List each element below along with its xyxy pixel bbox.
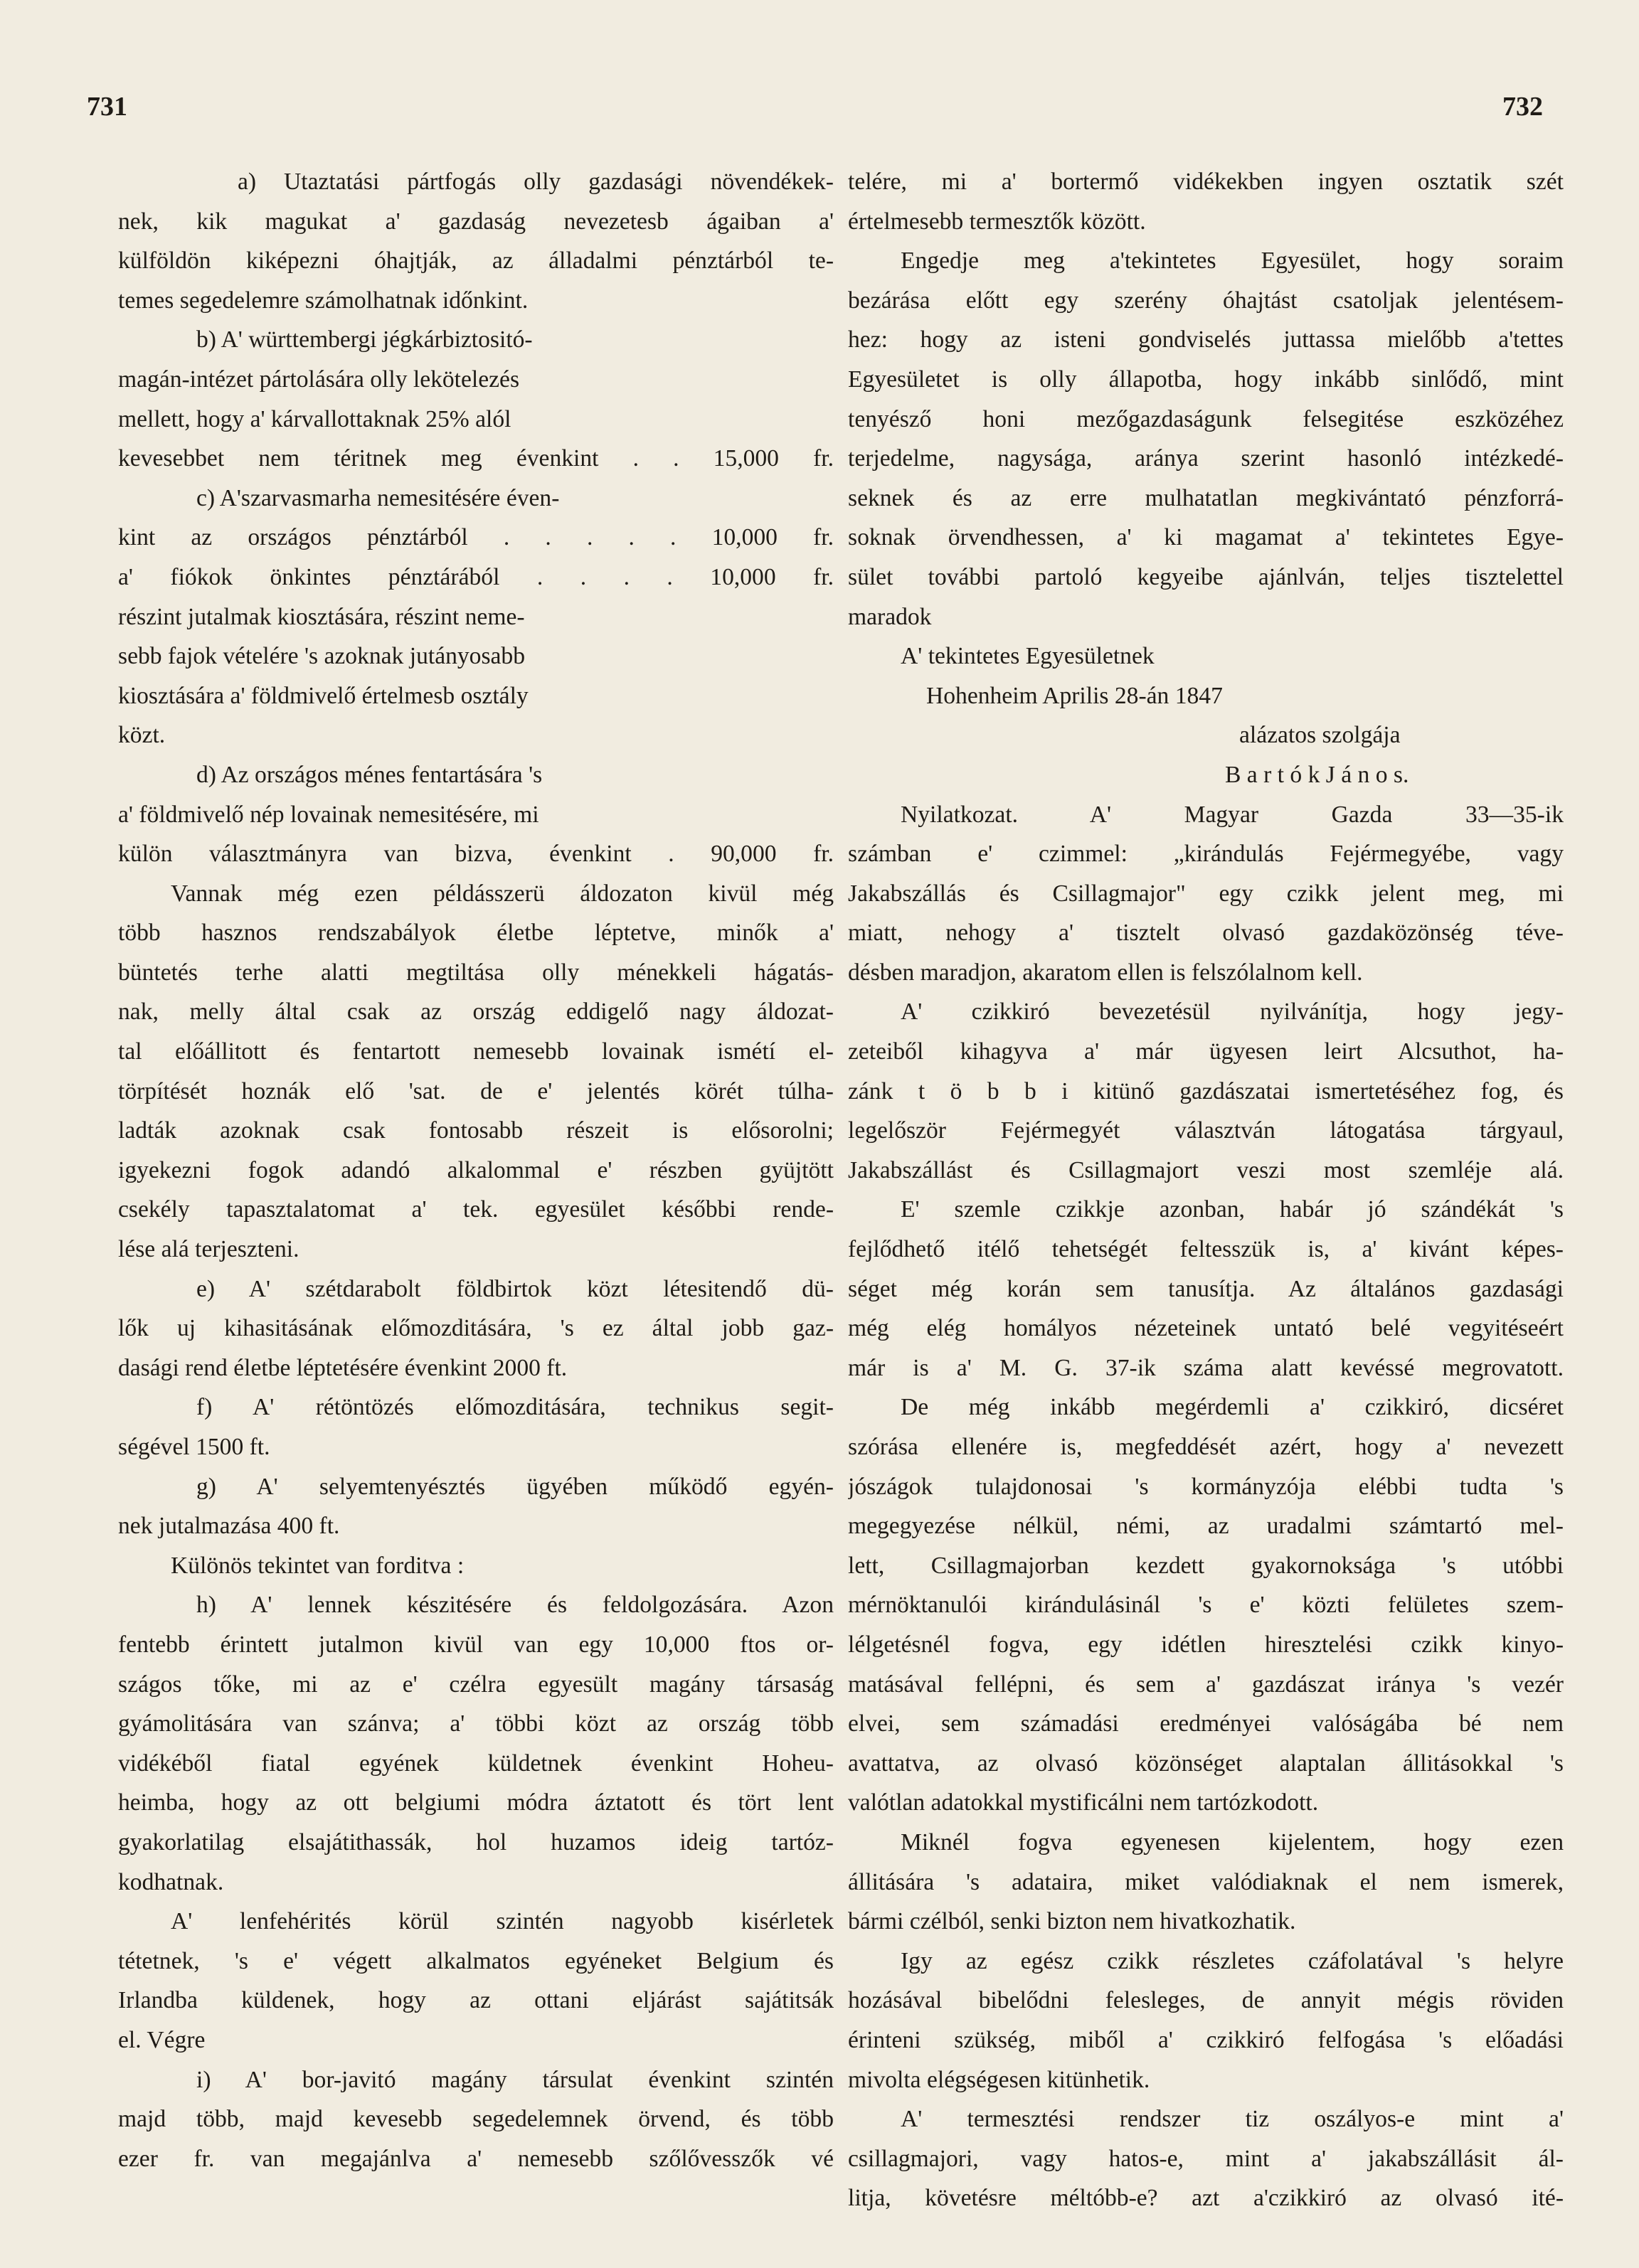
text-line: heimba, hogy az ott belgiumi módra áztatott és tört lent — [118, 1789, 834, 1816]
text-line: kodhatnak. — [118, 1868, 224, 1895]
text-line: c) A'szarvasmarha nemesitésére éven- — [196, 484, 560, 511]
text-line: külön választmányra van bizva, évenkint . 90,000 fr. — [118, 841, 834, 868]
text-line: nek jutalmazása 400 ft. — [118, 1513, 340, 1540]
text-line: kevesebbet nem téritnek meg évenkint . . 15,000 fr. — [118, 445, 834, 472]
text-line: Egyesületet is olly állapotba, hogy inkább sinlődő, mint — [848, 366, 1564, 393]
text-line: A' lenfehérités körül szintén nagyobb kisérletek — [171, 1908, 834, 1935]
text-line: A' czikkiró bevezetésül nyilvánítja, hogy jegy- — [901, 999, 1564, 1026]
text-line: ladták azoknak csak fontosabb részeit is elősorolni; — [118, 1117, 834, 1144]
text-line: tenyésző honi mezőgazdaságunk felsegitése eszközéhez — [848, 405, 1564, 432]
text-line: hozásával bibelődni felesleges, de annyit mégis röviden — [848, 1987, 1564, 2014]
text-line: tal előállitott és fentartott nemesebb lovainak ismétí el- — [118, 1038, 834, 1065]
text-line: soknak örvendhessen, a' ki magamat a' tekintetes Egye- — [848, 524, 1564, 551]
text-line: kiosztására a' földmivelő értelmesb osztály — [118, 682, 529, 709]
text-line: vidékéből fiatal egyének küldetnek évenkint Hoheu- — [118, 1750, 834, 1777]
text-line: állitására 's adataira, miket valódiaknak el nem ismerek, — [848, 1868, 1564, 1895]
text-line: nek, kik magukat a' gazdaság nevezetesb ágaiban a' — [118, 208, 834, 235]
text-line: Jakabszállás és Csillagmajor" egy czikk jelent meg, mi — [848, 880, 1564, 907]
text-line: csillagmajori, vagy hatos-e, mint a' jakabszállásit ál- — [848, 2145, 1564, 2172]
text-line: gyakorlatilag elsajátithassák, hol huzamos ideig tartóz- — [118, 1828, 834, 1856]
text-line: törpítését hoznák elő 'sat. de e' jelentés körét túlha- — [118, 1077, 834, 1104]
text-line: lők uj kihasitásának előmozditására, 's ez által jobb gaz- — [118, 1315, 834, 1342]
text-line: bezárása előtt egy szerény óhajtást csatoljak jelentésem- — [848, 287, 1564, 314]
text-line: b) A' württembergi jégkárbiztositó- — [196, 326, 533, 353]
text-line: értelmesebb termesztők között. — [848, 208, 1146, 235]
text-line: Engedje meg a'tekintetes Egyesület, hogy soraim — [901, 247, 1564, 275]
text-line: miatt, nehogy a' tisztelt olvasó gazdaközönség téve- — [848, 920, 1564, 947]
text-line: e) A' szétdarabolt földbirtok közt létesitendő dü- — [196, 1275, 834, 1302]
text-line: h) A' lennek készitésére és feldolgozására. Azon — [196, 1592, 834, 1619]
left-column — [118, 162, 834, 2178]
text-line: Vannak még ezen példásszerü áldozaton kivül még — [171, 880, 834, 907]
text-line: Hohenheim Aprilis 28-án 1847 — [926, 682, 1223, 709]
text-line: mivolta elégségesen kitünhetik. — [848, 2066, 1150, 2093]
text-line: Nyilatkozat. A' Magyar Gazda 33—35-ik — [901, 801, 1564, 828]
text-line: fentebb érintett jutalmon kivül van egy 10,000 ftos or- — [118, 1631, 834, 1658]
text-line: szágos tőke, mi az e' czélra egyesült magány társaság — [118, 1671, 834, 1698]
text-line: ezer fr. van megajánlva a' nemesebb szőlővesszők vé — [118, 2145, 834, 2172]
text-line: több hasznos rendszabályok életbe léptetve, minők a' — [118, 920, 834, 947]
text-line: Jakabszállást és Csillagmajort veszi most szemléje alá. — [848, 1156, 1564, 1183]
text-line: zeteiből kihagyva a' már ügyesen leirt Alcsuthot, ha- — [848, 1038, 1564, 1065]
text-line: zánk t ö b b i kitünő gazdászatai ismertetéséhez fog, és — [848, 1077, 1564, 1104]
text-line: ségével 1500 ft. — [118, 1434, 270, 1460]
text-line: séget még korán sem tanusítja. Az általános gazdasági — [848, 1275, 1564, 1302]
text-line: i) A' bor-javitó magány társulat évenkint szintén — [196, 2066, 834, 2093]
text-line: a' fiókok önkintes pénztárából . . . . 10,000 fr. — [118, 563, 834, 590]
text-line: érinteni szükség, miből a' czikkiró felfogása 's előadási — [848, 2026, 1564, 2053]
text-line: valótlan adatokkal mystificálni nem tartózkodott. — [848, 1789, 1319, 1816]
text-line: fejlődhető itélő tehetségét feltesszük is, a' kivánt képes- — [848, 1236, 1564, 1263]
text-line: legelőször Fejérmegyét választván látogatása tárgyaul, — [848, 1117, 1564, 1144]
text-line: mérnöktanulói kirándulásinál 's e' közti felületes szem- — [848, 1592, 1564, 1619]
text-line: Irlandba küldenek, hogy az ottani eljárást sajátitsák — [118, 1987, 834, 2014]
text-line: tétetnek, 's e' végett alkalmatos egyéneket Belgium és — [118, 1947, 834, 1974]
text-line: matásával fellépni, és sem a' gazdászat iránya 's vezér — [848, 1671, 1564, 1698]
text-line: szórása ellenére is, megfeddését azért, hogy a' nevezett — [848, 1434, 1564, 1460]
text-line: igyekezni fogok adandó alkalommal e' részben gyüjtött — [118, 1156, 834, 1183]
text-line: alázatos szolgája — [1239, 722, 1401, 749]
text-line: lése alá terjeszteni. — [118, 1236, 299, 1263]
page-number-right: 732 — [1502, 92, 1543, 122]
text-line: désben maradjon, akaratom ellen is felszólalnom kell. — [848, 959, 1363, 986]
text-line: közt. — [118, 722, 166, 749]
text-line: nak, melly által csak az ország eddigelő nagy áldozat- — [118, 999, 834, 1026]
text-line: Különös tekintet van forditva : — [171, 1552, 465, 1579]
text-line: sebb fajok vételére 's azoknak jutányosabb — [118, 643, 526, 670]
text-line: De még inkább megérdemli a' czikkiró, dicséret — [901, 1394, 1564, 1421]
text-line: büntetés terhe alatti megtiltása olly ménekkeli hágatás- — [118, 959, 834, 986]
text-line: Miknél fogva egyenesen kijelentem, hogy ezen — [901, 1828, 1564, 1856]
text-line: dasági rend életbe léptetésére évenkint 2000 ft. — [118, 1354, 568, 1381]
text-line: a' földmivelő nép lovainak nemesitésére, mi — [118, 801, 539, 828]
text-line: avattatva, az olvasó közönséget alaptalan állitásokkal 's — [848, 1750, 1564, 1777]
page-number-left: 731 — [87, 92, 127, 122]
text-line: csekély tapasztalatomat a' tek. egyesület későbbi rende- — [118, 1196, 834, 1223]
right-column — [848, 162, 1564, 2218]
text-line: A' tekintetes Egyesületnek — [901, 643, 1155, 670]
text-line: számban e' czimmel: „kirándulás Fejérmegyébe, vagy — [848, 841, 1564, 868]
text-line: f) A' rétöntözés előmozditására, technikus segit- — [196, 1394, 834, 1421]
text-line: A' termesztési rendszer tiz oszályos-e mint a' — [901, 2106, 1564, 2133]
text-line: temes segedelemre számolhatnak időnkint. — [118, 287, 529, 314]
text-line: E' szemle czikkje azonban, habár jó szándékát 's — [901, 1196, 1564, 1223]
text-line: g) A' selyemtenyésztés ügyében működő egyén- — [196, 1473, 834, 1500]
text-line: Igy az egész czikk részletes czáfolatával 's helyre — [901, 1947, 1564, 1974]
text-line: megegyezése nélkül, némi, az uradalmi számtartó mel- — [848, 1513, 1564, 1540]
text-line: majd több, majd kevesebb segedelemnek örvend, és több — [118, 2106, 834, 2133]
text-line: bármi czélból, senki bizton nem hivatkozhatik. — [848, 1908, 1296, 1935]
text-line: lélgetésnél fogva, egy idétlen hiresztelési czikk kinyo- — [848, 1631, 1564, 1658]
text-line: seknek és az erre mulhatatlan megkivántató pénzforrá- — [848, 484, 1564, 511]
text-line: jószágok tulajdonosai 's kormányzója elébbi tudta 's — [848, 1473, 1564, 1500]
text-line: lett, Csillagmajorban kezdett gyakornoksága 's utóbbi — [848, 1552, 1564, 1579]
text-line: sület további partoló kegyeibe ajánlván, teljes tisztelettel — [848, 563, 1564, 590]
text-line: magán-intézet pártolására olly lekötelezés — [118, 366, 520, 393]
text-line: már is a' M. G. 37-ik száma alatt kevéssé megrovatott. — [848, 1354, 1564, 1381]
text-line: litja, követésre méltóbb-e? azt a'czikkiró az olvasó ité- — [848, 2185, 1564, 2212]
text-line: még elég homályos nézeteinek untató belé vegyitéseért — [848, 1315, 1564, 1342]
text-line: külföldön kiképezni óhajtják, az álladalmi pénztárból te- — [118, 247, 834, 275]
text-line: maradok — [848, 603, 932, 630]
text-line: elvei, sem számadási eredményei valóságába bé nem — [848, 1710, 1564, 1737]
text-line: mellett, hogy a' kárvallottaknak 25% alól — [118, 405, 511, 432]
text-line: gyámolitására van szánva; a' többi közt az ország több — [118, 1710, 834, 1737]
text-line: terjedelme, nagysága, aránya szerint hasonló intézkedé- — [848, 445, 1564, 472]
text-line: B a r t ó k J á n o s. — [1225, 761, 1409, 788]
text-line: kint az országos pénztárból . . . . . 10,000 fr. — [118, 524, 834, 551]
text-line: el. Végre — [118, 2026, 206, 2053]
text-line: részint jutalmak kiosztására, részint neme- — [118, 603, 525, 630]
text-line: telére, mi a' bortermő vidékekben ingyen osztatik szét — [848, 169, 1564, 195]
text-line: d) Az országos ménes fentartására 's — [196, 761, 543, 788]
text-line: hez: hogy az isteni gondviselés juttassa mielőbb a'tettes — [848, 326, 1564, 353]
text-line: a) Utaztatási pártfogás olly gazdasági növendékek- — [238, 169, 834, 195]
